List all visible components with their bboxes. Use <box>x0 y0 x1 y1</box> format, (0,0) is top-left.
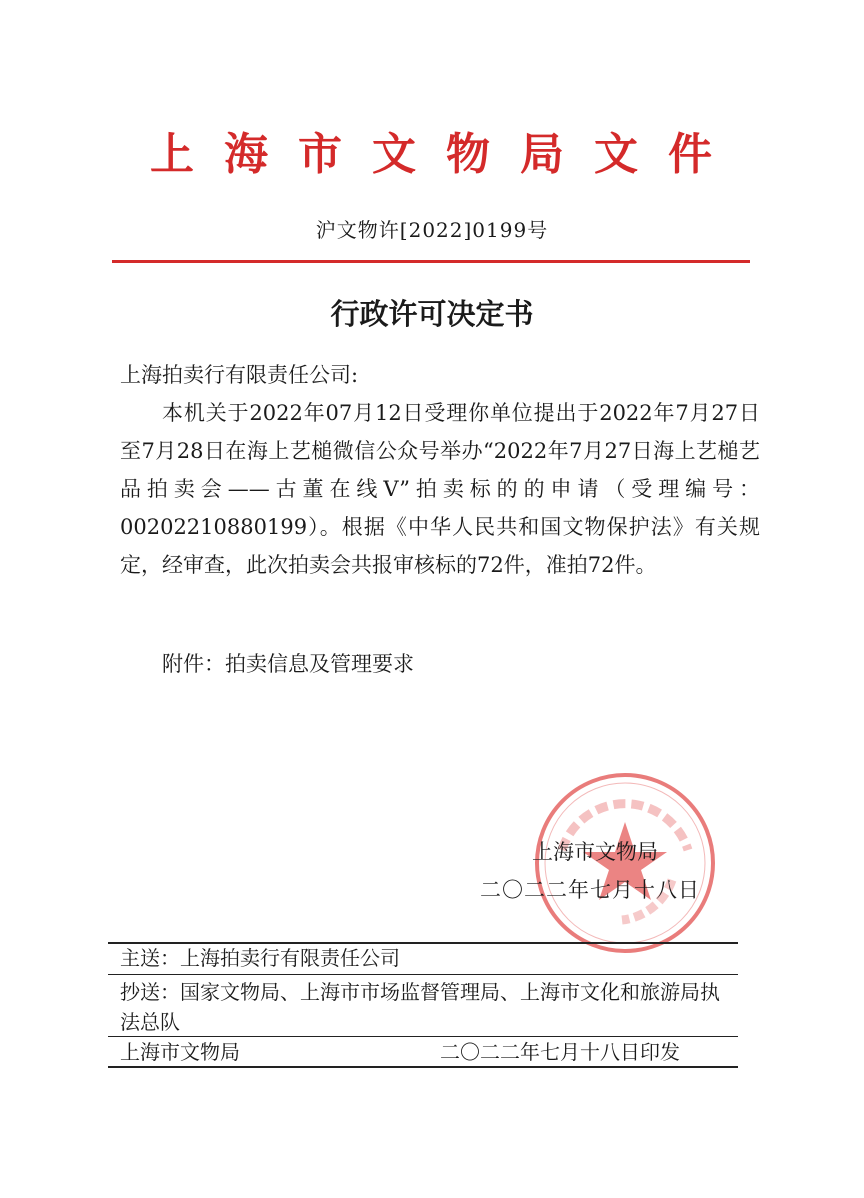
main-recipient: 主送：上海拍卖行有限责任公司 <box>120 946 400 970</box>
signature-issuer: 上海市文物局 <box>532 840 658 864</box>
addressee: 上海拍卖行有限责任公司: <box>120 363 359 387</box>
footer-bottom-rule <box>108 1066 738 1068</box>
document-title: 行政许可决定书 <box>330 297 534 331</box>
document-number: 沪文物许[2022]0199号 <box>315 218 549 242</box>
attachment-note: 附件：拍卖信息及管理要求 <box>162 652 414 676</box>
cc-recipients: 抄送：国家文物局、上海市市场监督管理局、上海市文化和旅游局执法总队 <box>120 980 720 1034</box>
footer-rule <box>108 974 738 975</box>
red-divider <box>112 260 750 263</box>
footer-issuer: 上海市文物局 <box>120 1040 240 1064</box>
footer-issue-date: 二〇二二年七月十八日印发 <box>440 1040 680 1064</box>
decision-paragraph: 本机关于2022年07月12日受理你单位提出于2022年7月27日至7月28日在海上艺槌微信公众号举办“2022年7月27日海上艺槌艺品拍卖会——古董在线V”拍卖标的的申请（受理编号：00202210880199）。根据《中华人民共和国文物保护法》有关规定，经审查，此次拍卖会共报审核标的72件，准拍72件。 <box>120 401 760 577</box>
signature-date: 二〇二二年七月十八日 <box>480 878 700 902</box>
agency-header-title: 上海市文物局文件 <box>150 129 742 180</box>
